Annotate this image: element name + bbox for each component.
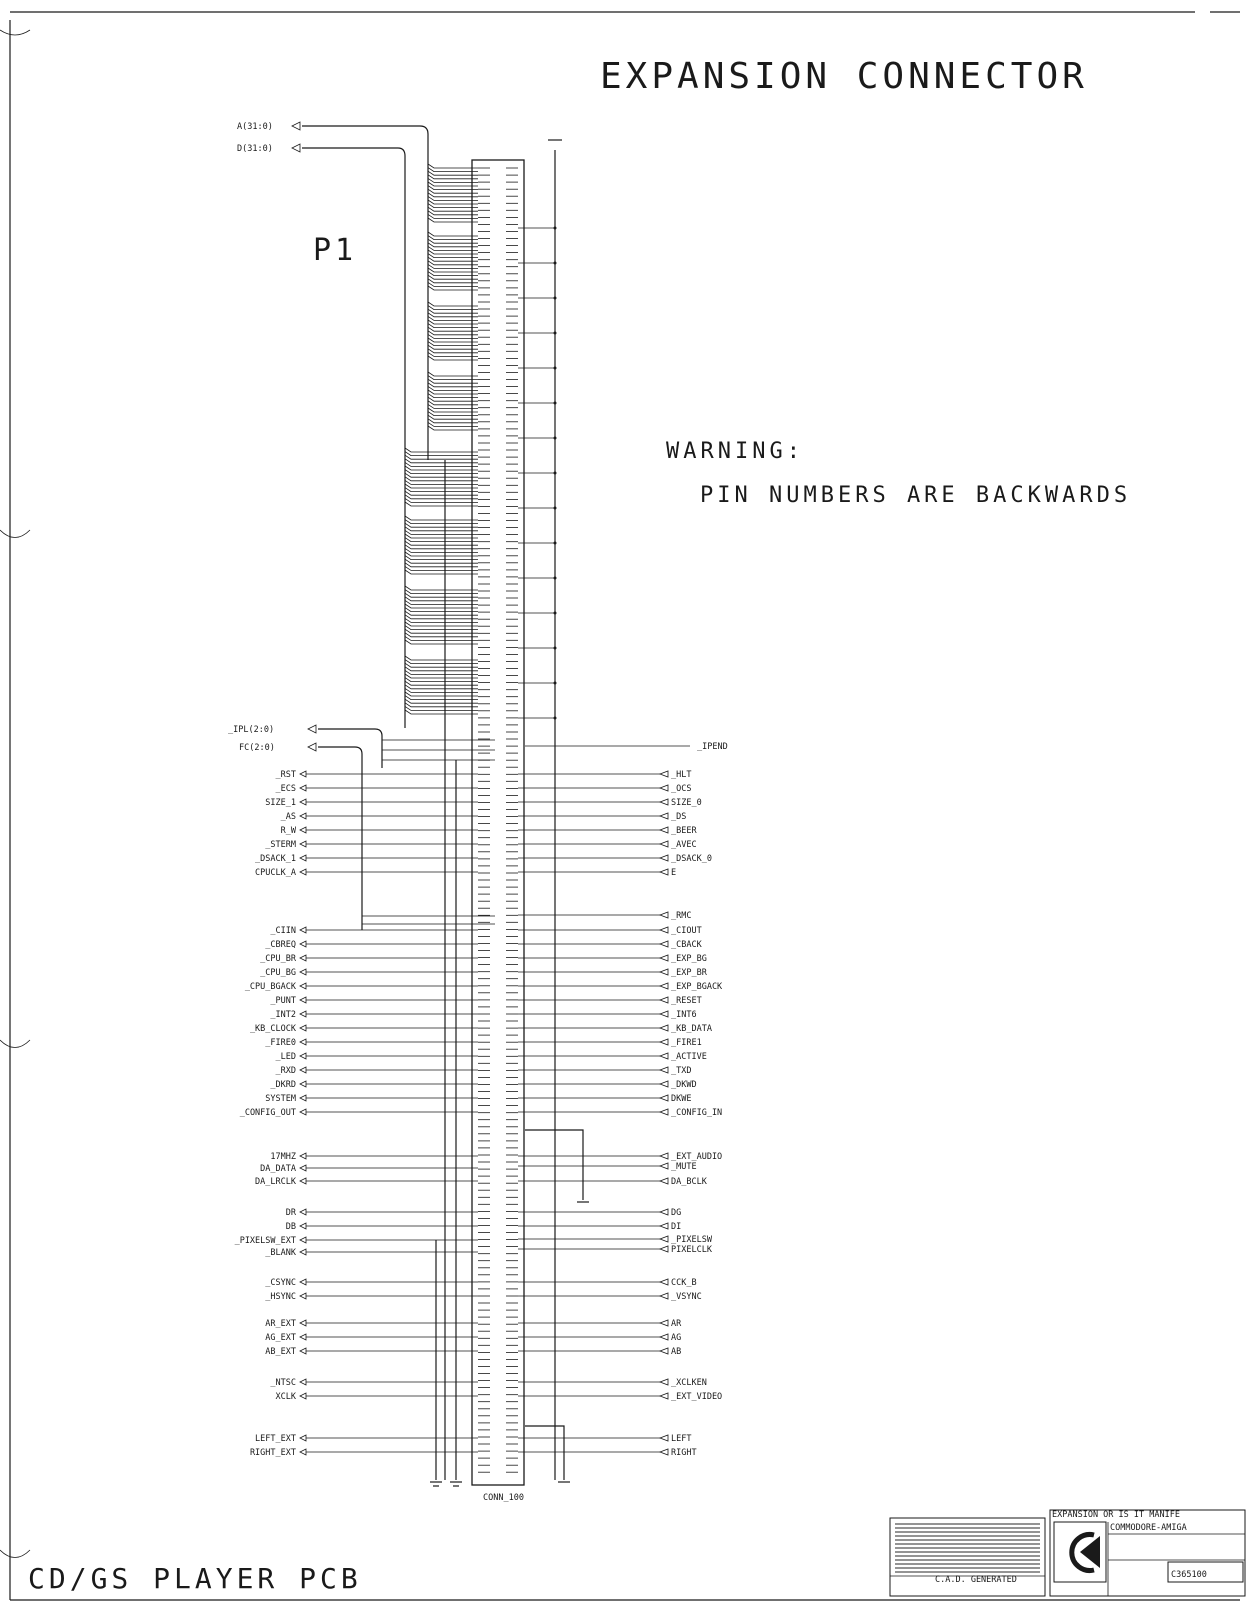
left-signal-label: DB <box>285 1222 296 1232</box>
left-signal-label: XCLK <box>275 1392 296 1402</box>
left-signal-label: DA_LRCLK <box>255 1177 296 1187</box>
signal-port-icon <box>300 841 306 847</box>
left-signal-label: _CPU_BR <box>260 954 296 964</box>
signal-port-icon <box>660 1025 668 1031</box>
left-signal-label: DA_DATA <box>260 1164 296 1174</box>
signal-port-icon <box>300 1320 306 1326</box>
signal-port-icon <box>300 1249 306 1255</box>
right-signal-label: _FIRE1 <box>671 1038 702 1048</box>
left-signal-label: RIGHT_EXT <box>249 1448 296 1458</box>
right-signal-label: _EXT_AUDIO <box>671 1152 723 1162</box>
right-signal-label: _DKWD <box>671 1080 697 1090</box>
left-signal-label: _INT2 <box>270 1010 296 1020</box>
left-signal-label: _HSYNC <box>265 1292 296 1302</box>
right-signal-label: _INT6 <box>671 1010 697 1020</box>
right-signal-label: _EXP_BG <box>671 954 707 964</box>
signal-port-icon <box>300 1393 306 1399</box>
right-signal-label: LEFT <box>671 1434 692 1444</box>
signal-port-icon <box>660 841 668 847</box>
signal-port-icon <box>660 1011 668 1017</box>
left-signal-label: _LED <box>275 1052 296 1062</box>
right-signal-label: _OCS <box>671 784 692 794</box>
signal-port-icon <box>300 827 306 833</box>
signal-port-icon <box>660 785 668 791</box>
left-signal-label: _CPU_BG <box>260 968 296 978</box>
company-name: COMMODORE-AMIGA <box>1110 1523 1187 1533</box>
signal-port-icon <box>660 912 668 918</box>
left-signal-label: _ECS <box>275 784 296 794</box>
bus-entry <box>405 586 478 590</box>
signal-port-icon <box>300 1279 306 1285</box>
left-signal-label: _KB_CLOCK <box>249 1024 296 1034</box>
bus-entry <box>428 164 478 168</box>
bus-d-port-icon <box>292 144 300 152</box>
signal-port-icon <box>300 1081 306 1087</box>
signal-port-icon <box>660 997 668 1003</box>
right-signal-label: CCK_B <box>671 1278 697 1288</box>
right-signal-label: _VSYNC <box>671 1292 702 1302</box>
right-signal-label: _DSACK_0 <box>671 854 712 864</box>
left-signal-label: _RST <box>275 770 296 780</box>
signal-port-icon <box>300 1025 306 1031</box>
signal-port-icon <box>660 1393 668 1399</box>
signal-port-icon <box>300 1153 306 1159</box>
left-signal-label: 17MHZ <box>270 1152 296 1162</box>
signal-port-icon <box>300 1435 306 1441</box>
left-signal-label: _DKRD <box>270 1080 296 1090</box>
signal-port-icon <box>300 1053 306 1059</box>
bus-d-label: D(31:0) <box>237 144 273 154</box>
signal-port-icon <box>300 771 306 777</box>
right-signal-label: _ACTIVE <box>671 1052 707 1062</box>
left-signal-label: _NTSC <box>270 1378 296 1388</box>
right-signal-label: _RMC <box>671 911 692 921</box>
right-signal-label: E <box>671 868 677 878</box>
signal-port-icon <box>660 869 668 875</box>
signal-port-icon <box>660 813 668 819</box>
left-signal-nets <box>235 770 478 1458</box>
left-signal-label: CPUCLK_A <box>255 868 296 878</box>
signal-port-icon <box>660 1279 668 1285</box>
left-signal-label: _STERM <box>265 840 296 850</box>
signal-port-icon <box>300 1165 306 1171</box>
right-signal-label: _XCLKEN <box>671 1378 707 1388</box>
bus-fc-port-icon <box>308 743 316 751</box>
signal-port-icon <box>300 1011 306 1017</box>
bus-ipl-port-icon <box>308 725 316 733</box>
signal-port-icon <box>300 969 306 975</box>
left-signal-label: _DSACK_1 <box>255 854 296 864</box>
bus-entry <box>405 656 478 660</box>
right-signal-label: AR <box>671 1319 682 1329</box>
signal-port-icon <box>300 1223 306 1229</box>
signal-port-icon <box>300 1237 306 1243</box>
right-signal-label: DKWE <box>671 1094 692 1104</box>
right-signal-label: _CONFIG_IN <box>671 1108 723 1118</box>
signal-port-icon <box>660 1053 668 1059</box>
signal-port-icon <box>660 1449 668 1455</box>
bus-fanout <box>405 164 478 714</box>
signal-port-icon <box>660 1163 668 1169</box>
signal-port-icon <box>660 1095 668 1101</box>
right-signal-label: _AVEC <box>671 840 697 850</box>
left-signal-label: _PIXELSW_EXT <box>234 1236 296 1246</box>
right-signal-nets <box>518 770 723 1458</box>
right-signal-label: PIXELCLK <box>671 1245 712 1255</box>
signal-port-icon <box>300 997 306 1003</box>
bus-a-label: A(31:0) <box>237 122 273 132</box>
bus-fc-label: FC(2:0) <box>239 743 275 753</box>
right-signal-label: AG <box>671 1333 682 1343</box>
signal-port-icon <box>300 1067 306 1073</box>
warning-text: PIN NUMBERS ARE BACKWARDS <box>700 483 1132 508</box>
title-block-title: EXPANSION OR IS IT MANIFE <box>1052 1510 1180 1520</box>
signal-port-icon <box>300 1209 306 1215</box>
signal-port-icon <box>660 1236 668 1242</box>
signal-port-icon <box>660 1067 668 1073</box>
left-signal-label: R_W <box>280 826 296 836</box>
left-signal-label: SIZE_1 <box>265 798 296 808</box>
right-signal-label: _PIXELSW <box>671 1235 712 1245</box>
right-signal-label: DA_BCLK <box>671 1177 707 1187</box>
cad-generated-label: C.A.D. GENERATED <box>935 1575 1017 1585</box>
bus-a-port-icon <box>292 122 300 130</box>
signal-port-icon <box>300 1379 306 1385</box>
left-signal-label: DR <box>285 1208 296 1218</box>
right-signal-label: DG <box>671 1208 682 1218</box>
signal-port-icon <box>660 941 668 947</box>
left-signal-label: _CSYNC <box>265 1278 296 1288</box>
signal-port-icon <box>660 771 668 777</box>
signal-port-icon <box>660 1320 668 1326</box>
right-signal-label: _EXP_BR <box>671 968 707 978</box>
left-signal-label: AG_EXT <box>265 1333 296 1343</box>
signal-port-icon <box>660 1435 668 1441</box>
right-signal-label: _HLT <box>671 770 692 780</box>
bus-entry <box>428 232 478 236</box>
signal-port-icon <box>300 1039 306 1045</box>
left-signal-label: _PUNT <box>270 996 296 1006</box>
bus-entry <box>405 516 478 520</box>
bus-entry <box>428 372 478 376</box>
signal-port-icon <box>300 983 306 989</box>
signal-port-icon <box>660 983 668 989</box>
left-signal-label: _AS <box>280 812 296 822</box>
document-number: C365100 <box>1171 1570 1207 1580</box>
signal-port-icon <box>660 1039 668 1045</box>
signal-port-icon <box>300 1348 306 1354</box>
signal-port-icon <box>300 1293 306 1299</box>
left-signal-label: SYSTEM <box>265 1094 296 1104</box>
right-signal-label: RIGHT <box>671 1448 697 1458</box>
left-signal-label: LEFT_EXT <box>255 1434 296 1444</box>
signal-port-icon <box>660 1348 668 1354</box>
signal-port-icon <box>300 855 306 861</box>
right-signal-label: AB <box>671 1347 682 1357</box>
signal-port-icon <box>300 869 306 875</box>
right-signal-label: _TXD <box>671 1066 692 1076</box>
right-signal-label: _BEER <box>671 826 697 836</box>
left-signal-label: AB_EXT <box>265 1347 296 1357</box>
right-signal-label: _CBACK <box>671 940 702 950</box>
right-signal-label: SIZE_0 <box>671 798 702 808</box>
signal-port-icon <box>660 969 668 975</box>
title-block <box>890 1510 1245 1596</box>
right-signal-label: DI <box>671 1222 682 1232</box>
signal-port-icon <box>300 1178 306 1184</box>
left-signal-label: _CPU_BGACK <box>244 982 296 992</box>
connector-pin-stubs <box>478 168 557 1472</box>
signal-port-icon <box>660 1109 668 1115</box>
signal-port-icon <box>300 799 306 805</box>
ground-icon <box>430 1202 589 1486</box>
commodore-logo-icon <box>1054 1522 1106 1582</box>
signal-port-icon <box>300 955 306 961</box>
signal-port-icon <box>300 1334 306 1340</box>
signal-port-icon <box>300 785 306 791</box>
signal-port-icon <box>660 1178 668 1184</box>
connector-part-label: CONN_100 <box>483 1493 524 1503</box>
signal-port-icon <box>660 1379 668 1385</box>
signal-port-icon <box>660 927 668 933</box>
signal-port-icon <box>660 1081 668 1087</box>
right-signal-label: _EXT_VIDEO <box>671 1392 723 1402</box>
left-signal-label: _CBREQ <box>265 940 296 950</box>
right-signal-label: _RESET <box>671 996 702 1006</box>
signal-port-icon <box>300 1095 306 1101</box>
left-signal-label: _CIIN <box>270 926 296 936</box>
right-signal-label: _DS <box>671 812 687 822</box>
board-name: CD/GS PLAYER PCB <box>28 1562 362 1595</box>
signal-port-icon <box>660 799 668 805</box>
right-signal-label: _MUTE <box>671 1162 697 1172</box>
left-signal-label: _FIRE0 <box>265 1038 296 1048</box>
signal-port-icon <box>660 1293 668 1299</box>
signal-port-icon <box>300 1109 306 1115</box>
signal-port-icon <box>300 927 306 933</box>
left-signal-label: AR_EXT <box>265 1319 296 1329</box>
connector-ref: P1 <box>313 233 358 268</box>
signal-port-icon <box>300 1449 306 1455</box>
expansion-connector-p1 <box>472 160 524 1503</box>
bus-ipl-label: _IPL(2:0) <box>228 725 275 735</box>
signal-port-icon <box>660 1153 668 1159</box>
signal-ipend: _IPEND <box>697 742 728 752</box>
signal-port-icon <box>300 813 306 819</box>
signal-port-icon <box>660 827 668 833</box>
sheet-border <box>0 12 1240 1600</box>
signal-port-icon <box>660 1246 668 1252</box>
signal-port-icon <box>660 1209 668 1215</box>
right-signal-label: _EXP_BGACK <box>671 982 723 992</box>
signal-port-icon <box>660 855 668 861</box>
sheet-title: EXPANSION CONNECTOR <box>600 56 1088 97</box>
signal-port-icon <box>660 955 668 961</box>
signal-port-icon <box>300 941 306 947</box>
right-signal-label: _KB_DATA <box>671 1024 712 1034</box>
right-signal-label: _CIOUT <box>671 926 702 936</box>
bus-entry <box>405 448 478 452</box>
warning-heading: WARNING: <box>666 439 804 464</box>
left-signal-label: _RXD <box>275 1066 296 1076</box>
bus-entry <box>428 302 478 306</box>
left-signal-label: _BLANK <box>265 1248 296 1258</box>
signal-port-icon <box>660 1334 668 1340</box>
left-signal-label: _CONFIG_OUT <box>239 1108 296 1118</box>
signal-port-icon <box>660 1223 668 1229</box>
